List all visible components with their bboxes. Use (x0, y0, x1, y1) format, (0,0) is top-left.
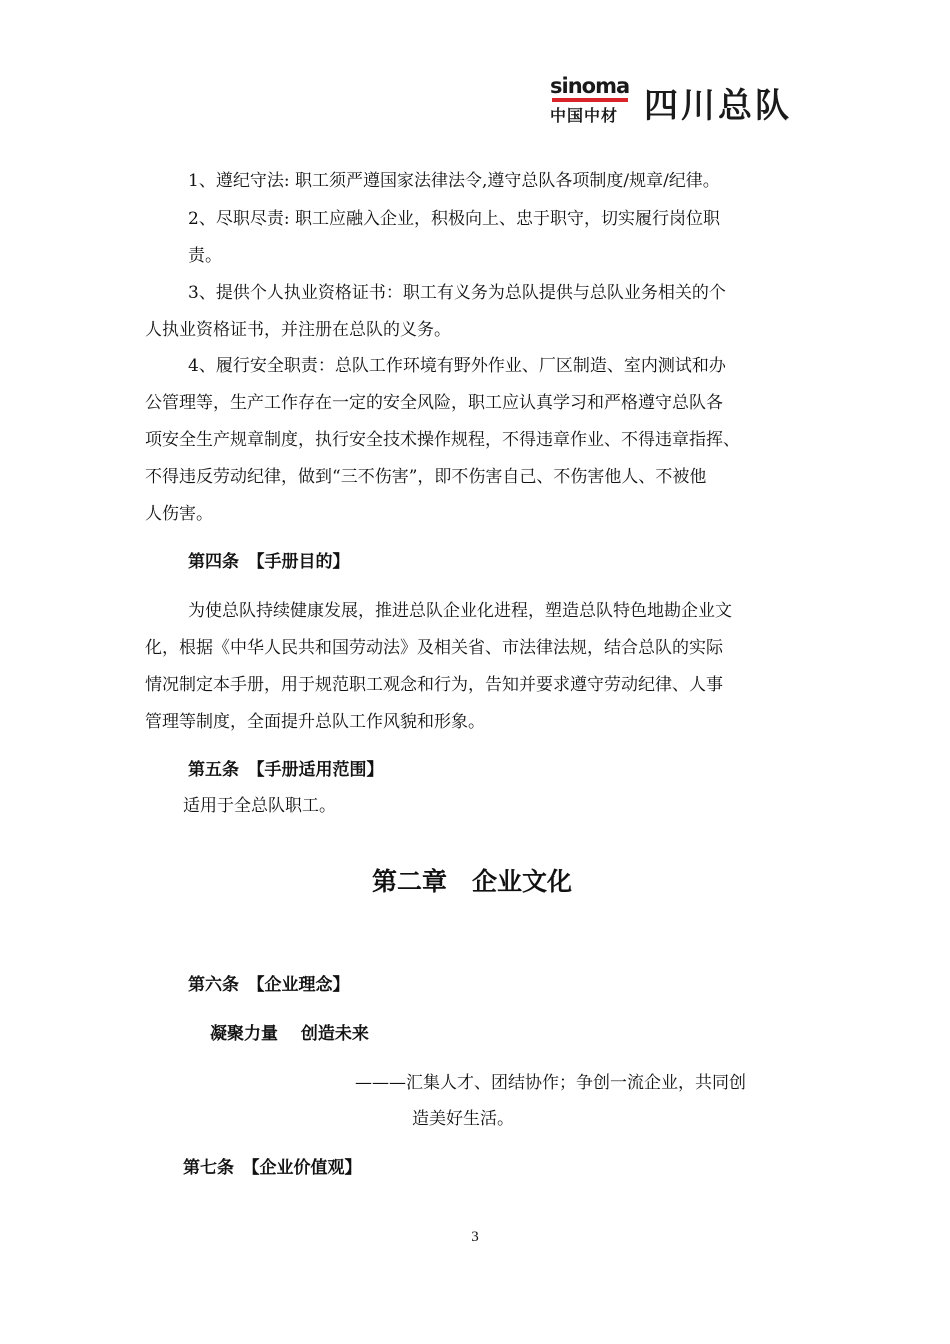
logo-red-bar (552, 98, 628, 102)
body-line: 4、履行安全职责：总队工作环境有野外作业、厂区制造、室内测试和办 (188, 356, 726, 376)
body-line: 人执业资格证书，并注册在总队的义务。 (145, 320, 451, 340)
motto-explanation-line: 造美好生活。 (412, 1109, 514, 1129)
body-line: 人伤害。 (145, 504, 213, 524)
body-line: 责。 (188, 246, 222, 266)
article-7-heading: 第七条 【企业价值观】 (183, 1158, 362, 1178)
article-5-heading: 第五条 【手册适用范围】 (188, 760, 384, 780)
page-number: 3 (471, 1229, 479, 1245)
chapter-title: 第二章 企业文化 (372, 867, 573, 896)
body-line: 不得违反劳动纪律，做到“三不伤害”，即不伤害自己、不伤害他人、不被他 (145, 467, 707, 487)
body-line: 管理等制度，全面提升总队工作风貌和形象。 (145, 712, 485, 732)
article-4-heading: 第四条 【手册目的】 (188, 552, 350, 572)
body-line: 项安全生产规章制度，执行安全技术操作规程，不得违章作业、不得违章指挥、 (145, 430, 740, 450)
body-line: 适用于全总队职工。 (183, 796, 336, 816)
logo-cn-small-text: 中国中材 (550, 106, 619, 125)
body-line: 3、提供个人执业资格证书：职工有义务为总队提供与总队业务相关的个 (188, 283, 726, 303)
body-line: 1、遵纪守法: 职工须严遵国家法律法令,遵守总队各项制度/规章/纪律。 (188, 171, 720, 191)
logo-cn-big-text: 四川总队 (644, 86, 792, 126)
article-6-heading: 第六条 【企业理念】 (188, 975, 350, 995)
body-line: 2、尽职尽责: 职工应融入企业，积极向上、忠于职守，切实履行岗位职 (188, 209, 720, 229)
body-line: 化，根据《中华人民共和国劳动法》及相关省、市法律法规，结合总队的实际 (145, 638, 723, 658)
motto-explanation-line: ———汇集人才、团结协作；争创一流企业，共同创 (355, 1073, 746, 1093)
body-line: 为使总队持续健康发展，推进总队企业化进程，塑造总队特色地勘企业文 (188, 601, 732, 621)
logo-sinoma-text: sinoma (550, 74, 630, 98)
company-logo (548, 72, 808, 132)
company-motto: 凝聚力量 创造未来 (210, 1024, 369, 1044)
body-line: 公管理等，生产工作存在一定的安全风险，职工应认真学习和严格遵守总队各 (145, 393, 723, 413)
body-line: 情况制定本手册，用于规范职工观念和行为，告知并要求遵守劳动纪律、人事 (145, 675, 723, 695)
